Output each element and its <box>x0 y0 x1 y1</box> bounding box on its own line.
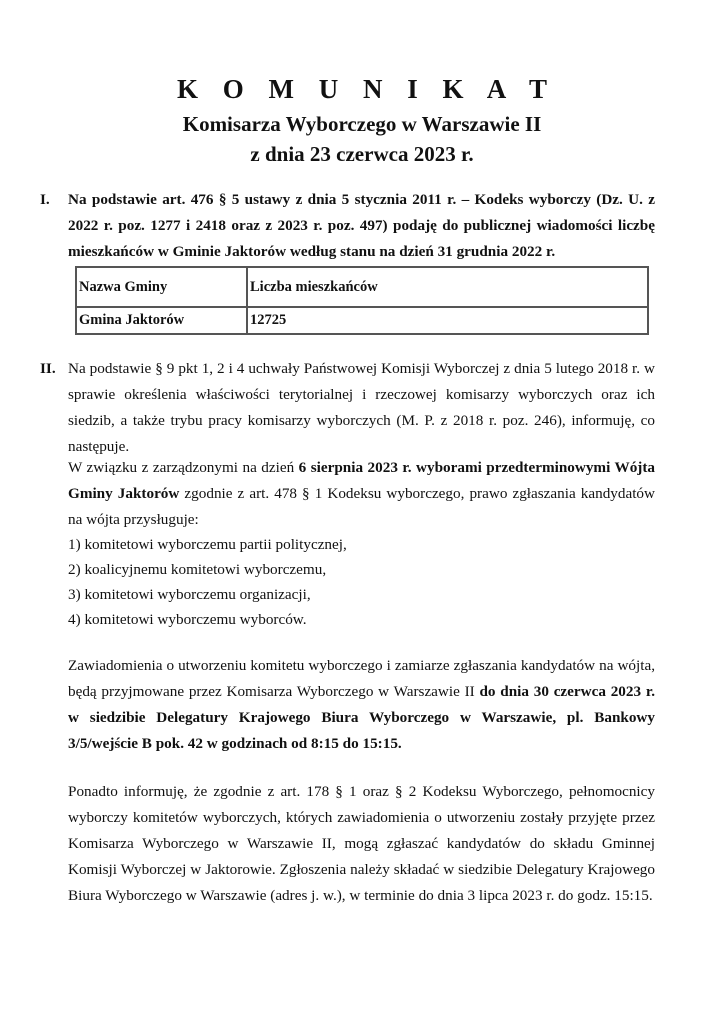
table-header-cell: Nazwa Gminy <box>76 267 247 307</box>
population-table <box>75 266 649 335</box>
section-2-paragraph-elections <box>68 455 655 533</box>
document-date: z dnia 23 czerwca 2023 r. <box>250 142 474 166</box>
section-2-paragraph-notifications <box>68 653 655 757</box>
paragraph-bold-text: 6 sierpnia 2023 r. wyborami przedterminowymi Wójta Gminy Jaktorów <box>68 459 655 502</box>
table-header-row <box>76 267 648 307</box>
paragraph-text: zgodnie z art. 478 § 1 Kodeksu wyborczego, prawo zgłaszania kandydatów na wójta przysługuje: <box>68 485 655 528</box>
paragraph-text: Zawiadomienia o utworzeniu komitetu wyborczego i zamiarze zgłaszania kandydatów na wójta, będą przyjmowane przez Komisarza Wyborczego w Warszawie II <box>68 657 655 700</box>
section-2-marker: II. <box>40 360 56 377</box>
committee-list <box>68 532 655 632</box>
paragraph-text: W związku z zarządzonymi na dzień <box>68 459 299 476</box>
list-item: 4) komitetowi wyborczemu wyborców. <box>68 611 307 628</box>
paragraph-bold-text: do dnia 30 czerwca 2023 r. w siedzibie Delegatury Krajowego Biura Wyborczego w Warszawie, pl. Bankowy 3/5/wejście B pok. 42 w godzinach od 8:15 do 15:15. <box>68 683 655 752</box>
table-header-cell: Liczba mieszkańców <box>247 267 648 307</box>
document-subtitle: Komisarza Wyborczego w Warszawie II <box>182 112 542 136</box>
list-item: 3) komitetowi wyborczemu organizacji, <box>68 586 311 603</box>
list-item: 1) komitetowi wyborczemu partii politycznej, <box>68 536 347 553</box>
table-cell: 12725 <box>247 307 648 334</box>
list-item: 2) koalicyjnemu komitetowi wyborczemu, <box>68 561 327 578</box>
section-2-intro: Na podstawie § 9 pkt 1, 2 i 4 uchwały Państwowej Komisji Wyborczej z dnia 5 lutego 2018 r. w sprawie określenia właściwości terytorialnej i rzeczowej komisarzy wyborczych oraz ich siedzib, a także trybu pracy komisarzy wyborczych (M. P. z 2018 r. poz. 246), informuję, co następuje. <box>68 360 655 455</box>
table-cell: Gmina Jaktorów <box>76 307 247 334</box>
section-2-paragraph-commission: Ponadto informuję, że zgodnie z art. 178 § 1 oraz § 2 Kodeksu Wyborczego, pełnomocnicy wyborczy komitetów wyborczych, których zawiadomienia o utworzeniu zostały przyjęte przez Komisarza Wyborczego w Warszawie II, mogą zgłaszać kandydatów do składu Gminnej Komisji Wyborczej w Jaktorowie. Zgłoszenia należy składać w siedzibie Delegatury Krajowego Biura Wyborczego w Warszawie (adres j. w.), w terminie do dnia 3 lipca 2023 r. do godz. 15:15. <box>68 783 655 904</box>
document-title: K O M U N I K A T <box>176 74 557 104</box>
section-1-text: Na podstawie art. 476 § 5 ustawy z dnia 5 stycznia 2011 r. – Kodeks wyborczy (Dz. U. z 2022 r. poz. 1277 i 2418 oraz z 2023 r. poz. 497) podaję do publicznej wiadomości liczbę mieszkańców w Gminie Jaktorów według stanu na dzień 31 grudnia 2022 r. <box>68 191 655 260</box>
table-row <box>76 307 648 334</box>
section-1-marker: I. <box>40 191 50 208</box>
